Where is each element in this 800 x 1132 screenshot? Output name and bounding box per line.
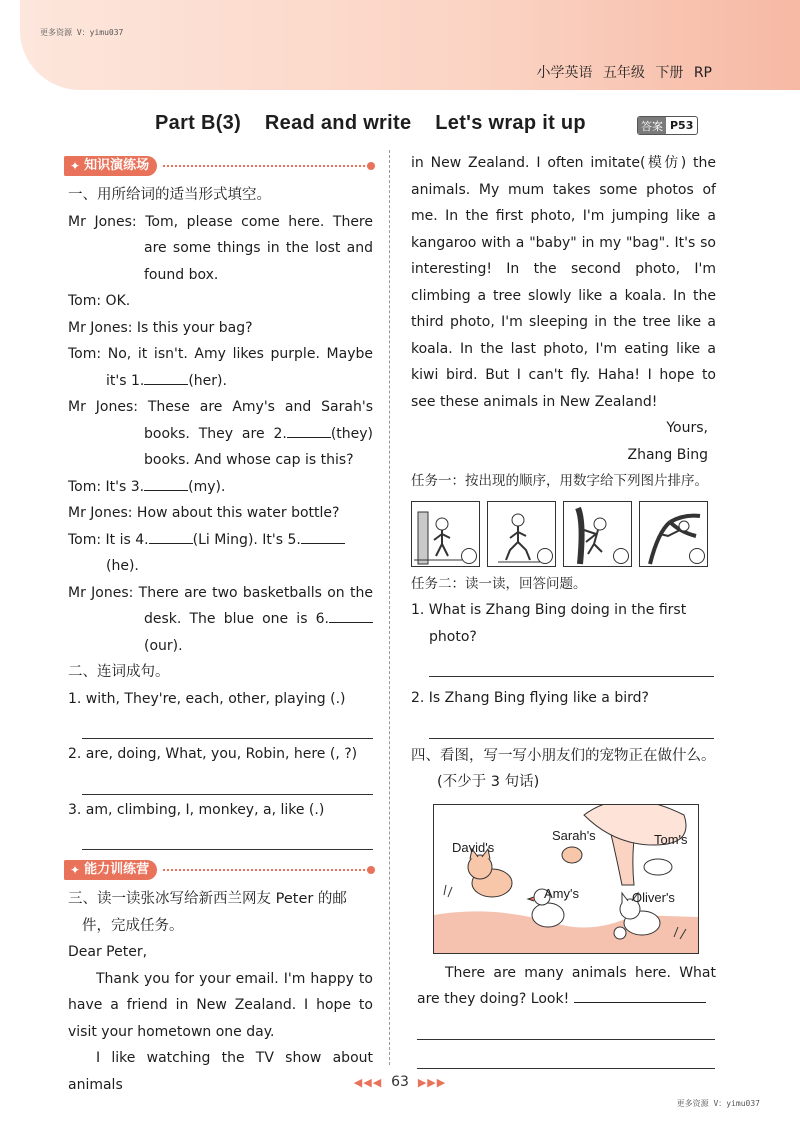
question-item: 3. am, climbing, I, monkey, a, like (.)	[68, 801, 325, 818]
dialog-line: Mr Jones: Is this your bag?	[68, 319, 253, 336]
left-column	[68, 152, 373, 1098]
section-rule	[163, 869, 373, 871]
letter-paragraph: I like watching the TV show about animals	[68, 1050, 373, 1093]
dialog-line: Mr Jones: There are two basketballs on the desk. The blue one is 6.(our).	[68, 584, 373, 654]
dialog-line: Tom: OK.	[68, 293, 131, 309]
column-divider	[389, 150, 390, 1065]
title-wrap: Let's wrap it up	[435, 112, 586, 134]
number-circle[interactable]	[537, 548, 553, 564]
dialog-line: Mr Jones: How about this water bottle?	[68, 505, 340, 521]
answer-line[interactable]	[417, 1042, 715, 1069]
answer-line[interactable]	[429, 712, 714, 739]
answer-blank[interactable]	[329, 606, 373, 623]
question-item: 2. Is Zhang Bing flying like a bird?	[411, 690, 649, 706]
photo-sequence	[411, 501, 716, 567]
answer-line[interactable]	[82, 823, 373, 850]
letter-greeting: Dear Peter,	[68, 944, 148, 960]
question-item: 2. are, doing, What, you, Robin, here (, ?)	[68, 746, 358, 762]
photo-eating	[487, 501, 556, 567]
section-title: 能力训练营	[84, 862, 150, 877]
answer-blank[interactable]	[149, 527, 193, 544]
answer-blank[interactable]	[574, 986, 706, 1003]
photo-jumping	[411, 501, 480, 567]
letter-paragraph: Thank you for your email. I'm happy to have a friend in New Zealand. I hope to visit your hometown one day.	[68, 970, 373, 1040]
task-title: 任务二：读一读，回答问题。	[411, 575, 587, 592]
letter-paragraph: in New Zealand. I often imitate(模仿) the animals. My mum takes some photos of me. In the first photo, I'm jumping like a kangaroo with a "baby" in my "bag". It's so interesting! In the second photo, I'm climbing a tree slowly like a koala. In the third photo, I'm sleeping in the tree like a koala. In the last photo, I'm eating like a kiwi bird. But I can't fly. Haha! I hope to see these animals in New Zealand!	[411, 155, 716, 410]
title-part: Part B(3)	[155, 112, 242, 134]
number-circle[interactable]	[461, 548, 477, 564]
answer-label: 答案	[638, 117, 666, 134]
page-number: 63	[391, 1074, 409, 1090]
pets-illustration	[433, 804, 699, 954]
question-item: 1. What is Zhang Bing doing in the first photo?	[411, 602, 687, 645]
question-title: 一、用所给词的适当形式填空。	[68, 187, 271, 203]
number-circle[interactable]	[689, 548, 705, 564]
answer-line[interactable]	[417, 1013, 715, 1040]
task-title: 任务一：按出现的顺序，用数字给下列图片排序。	[411, 473, 708, 489]
number-circle[interactable]	[613, 548, 629, 564]
writing-prompt: There are many animals here. What are they doing? Look!	[417, 964, 716, 1007]
right-column	[411, 150, 716, 1071]
answer-line[interactable]	[82, 712, 373, 739]
dialog-line: Tom: It is 4. (Li Ming). It's 5.(he).	[68, 527, 373, 580]
corner-watermark: 更多资源 V：yimu037	[676, 1099, 760, 1108]
answer-page: P53	[670, 119, 694, 132]
label-davids: David's	[452, 839, 495, 855]
answer-blank[interactable]	[144, 368, 188, 385]
letter-closing: Yours,	[666, 420, 708, 436]
label-toms: Tom's	[654, 831, 688, 847]
question-title: 二、连词成句。	[68, 664, 170, 680]
question-title: 四、看图，写一写小朋友们的宠物正在做什么。(不少于 3 句话)	[411, 747, 716, 790]
page-footer	[0, 1074, 800, 1090]
arrow-left-icon: ◀◀◀	[353, 1076, 383, 1089]
answer-line[interactable]	[82, 768, 373, 795]
dialog-line: Mr Jones: Tom, please come here. There are some things in the lost and found box.	[68, 213, 373, 283]
question-item: 1. with, They're, each, other, playing (.)	[68, 690, 346, 707]
section-header	[64, 154, 373, 178]
answer-blank[interactable]	[144, 474, 188, 491]
star-icon: ✦	[70, 159, 81, 173]
corner-watermark: 更多资源 V：yimu037	[40, 28, 124, 37]
section-header	[64, 858, 373, 882]
question-title: 三、读一读张冰写给新西兰网友 Peter 的邮件，完成任务。	[68, 891, 347, 934]
label-amys: Amy's	[544, 885, 579, 901]
series-label: 小学英语 五年级 下册 RP	[536, 65, 712, 81]
answer-blank[interactable]	[287, 421, 331, 438]
section-title: 知识演练场	[84, 158, 150, 173]
dialog-line: Tom: No, it isn't. Amy likes purple. Maybe it's 1. (her).	[68, 346, 373, 389]
answer-blank[interactable]	[301, 527, 345, 544]
arrow-right-icon: ▶▶▶	[417, 1076, 447, 1089]
photo-sleeping	[639, 501, 708, 567]
title-read-write: Read and write	[264, 112, 412, 134]
label-olivers: Oliver's	[632, 889, 675, 905]
label-sarahs: Sarah's	[552, 827, 596, 843]
section-rule	[163, 165, 373, 167]
answer-tag[interactable]	[637, 116, 698, 135]
letter-signature: Zhang Bing	[627, 446, 708, 463]
star-icon: ✦	[70, 863, 81, 877]
dialog-line: Tom: It's 3. (my).	[68, 474, 373, 501]
page-title	[155, 112, 604, 135]
dialog-line: Mr Jones: These are Amy's and Sarah's books. They are 2. (they) books. And whose cap is this?	[68, 399, 373, 468]
answer-line[interactable]	[429, 650, 714, 677]
photo-climbing	[563, 501, 632, 567]
